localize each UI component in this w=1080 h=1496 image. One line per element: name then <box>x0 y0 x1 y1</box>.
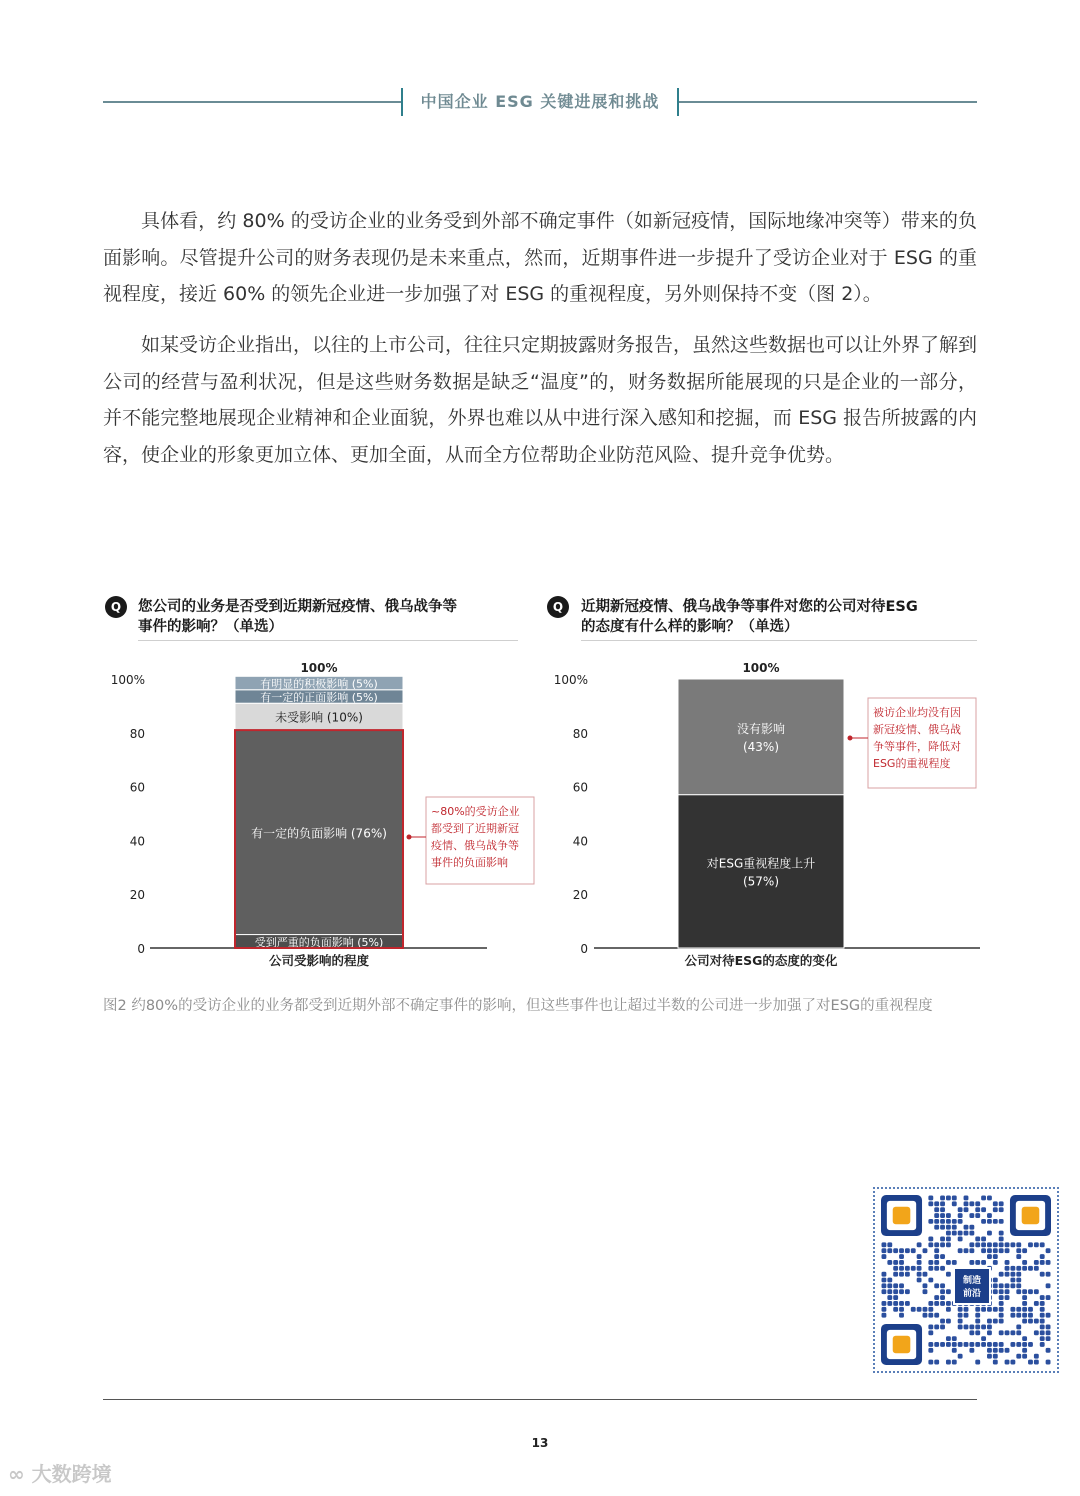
chart2-annotation-text: 被访企业均没有因 <box>873 706 961 719</box>
chart2-segment-pct: (43%) <box>742 739 780 754</box>
watermark-text: 大数跨境 <box>31 1462 112 1486</box>
chart1-y-tick-label: 100% <box>110 673 145 687</box>
question-badge-1: Q <box>105 596 127 618</box>
chart1-annotation-text: 事件的负面影响 <box>431 856 508 869</box>
chart1-segment-label: 未受影响 (10%) <box>275 710 363 725</box>
chart2-annotation-dot <box>848 736 853 741</box>
chart2-bar-segment <box>678 679 844 795</box>
chart1-segment-label: 有一定的正面影响 (5%) <box>260 690 378 704</box>
chart1-question-line2: 事件的影响？（单选） <box>138 619 283 635</box>
watermark <box>8 1458 112 1487</box>
chart2-y-tick-label: 80 <box>572 726 588 741</box>
chart1-annotation-text: ~80%的受访企业 <box>431 805 520 818</box>
chart2-question-line1: 近期新冠疫情、俄乌战争等事件对您的公司对待ESG <box>581 599 918 615</box>
chart2-y-tick-label: 0 <box>580 942 588 956</box>
chart2-bar-segment <box>678 795 844 948</box>
chart2-y-tick-label: 40 <box>572 834 588 849</box>
chart1-segment-label: 有一定的负面影响 (76%) <box>251 826 387 841</box>
chart1-y-tick-label: 40 <box>129 834 145 849</box>
chart1-y-tick-label: 80 <box>129 726 145 741</box>
qr-logo-text-2: 前沿 <box>962 1289 981 1299</box>
body-paragraph-2: 如某受访企业指出，以往的上市公司，往往只定期披露财务报告，虽然这些数据也可以让外界了解到公司的经营与盈利状况，但是这些财务数据是缺乏“温度”的，财务数据所能展现的只是企业的一部分，并不能完整地展现企业精神和企业面貌，外界也难以从中进行深入感知和挖掘，而 ESG 报告所披露的内容，使企业的形象更加立体、更加全面，从而全方位帮助企业防范风险、提升竞争优势。 <box>103 334 978 466</box>
page-number: 13 <box>531 1436 549 1450</box>
chart2-y-tick-label: 20 <box>572 888 588 903</box>
chart2-y-tick-label: 100% <box>553 673 588 687</box>
qr-center-logo <box>953 1267 991 1305</box>
chart1-segment-label: 有明显的积极影响 (5%) <box>260 677 378 691</box>
chart1-annotation-dot <box>407 835 412 840</box>
question-badge-2: Q <box>547 596 569 618</box>
qr-logo-text-1: 制造 <box>962 1276 981 1286</box>
chart2-total-label: 100% <box>742 661 780 675</box>
chart2-segment-pct: (57%) <box>742 874 780 889</box>
qr-code-frame <box>873 1187 1059 1373</box>
chart2-x-axis-label: 公司对待ESG的态度的变化 <box>684 953 838 968</box>
chart2-question-line2: 的态度有什么样的影响？（单选） <box>581 619 799 635</box>
chart1-segment-label: 受到严重的负面影响 (5%) <box>254 935 384 949</box>
figure-caption: 图2 约80%的受访企业的业务都受到近期外部不确定事件的影响，但这些事件也让超过半数的公司进一步加强了对ESG的重视程度 <box>103 998 933 1014</box>
chart1-total-label: 100% <box>300 661 338 675</box>
chart1-y-tick-label: 0 <box>137 942 145 956</box>
chart2-annotation-text: 争等事件，降低对 <box>873 740 961 753</box>
watermark-logo-icon: ∞ <box>8 1462 32 1486</box>
body-paragraph-1: 具体看，约 80% 的受访企业的业务受到外部不确定事件（如新冠疫情，国际地缘冲突等）带来的负面影响。尽管提升公司的财务表现仍是未来重点，然而，近期事件进一步提升了受访企业对于 ESG 的重视程度，接近 60% 的领先企业进一步加强了对 ESG 的重视程度，另外则保持不变（图 2）。 <box>103 210 977 305</box>
footer-rule <box>103 1399 977 1400</box>
chart2-segment-label: 对ESG重视程度上升 <box>706 856 816 871</box>
chart2-annotation-text: ESG的重视程度 <box>873 757 951 770</box>
chart1-annotation-text: 都受到了近期新冠 <box>431 822 519 835</box>
chart1-y-tick-label: 20 <box>129 888 145 903</box>
qr-code <box>881 1195 1051 1365</box>
chart1-x-axis-label: 公司受影响的程度 <box>268 953 370 968</box>
chart2-y-tick-label: 60 <box>572 780 588 795</box>
chart1-y-tick-label: 60 <box>129 780 145 795</box>
chart2-segment-label: 没有影响 <box>736 721 786 736</box>
chart1-annotation-text: 疫情、俄乌战争等 <box>431 839 519 852</box>
chart1-question-line1: 您公司的业务是否受到近期新冠疫情、俄乌战争等 <box>138 599 457 615</box>
chart2-annotation-text: 新冠疫情、俄乌战 <box>873 723 961 736</box>
running-header-title: 中国企业 ESG 关键进展和挑战 <box>420 92 660 111</box>
